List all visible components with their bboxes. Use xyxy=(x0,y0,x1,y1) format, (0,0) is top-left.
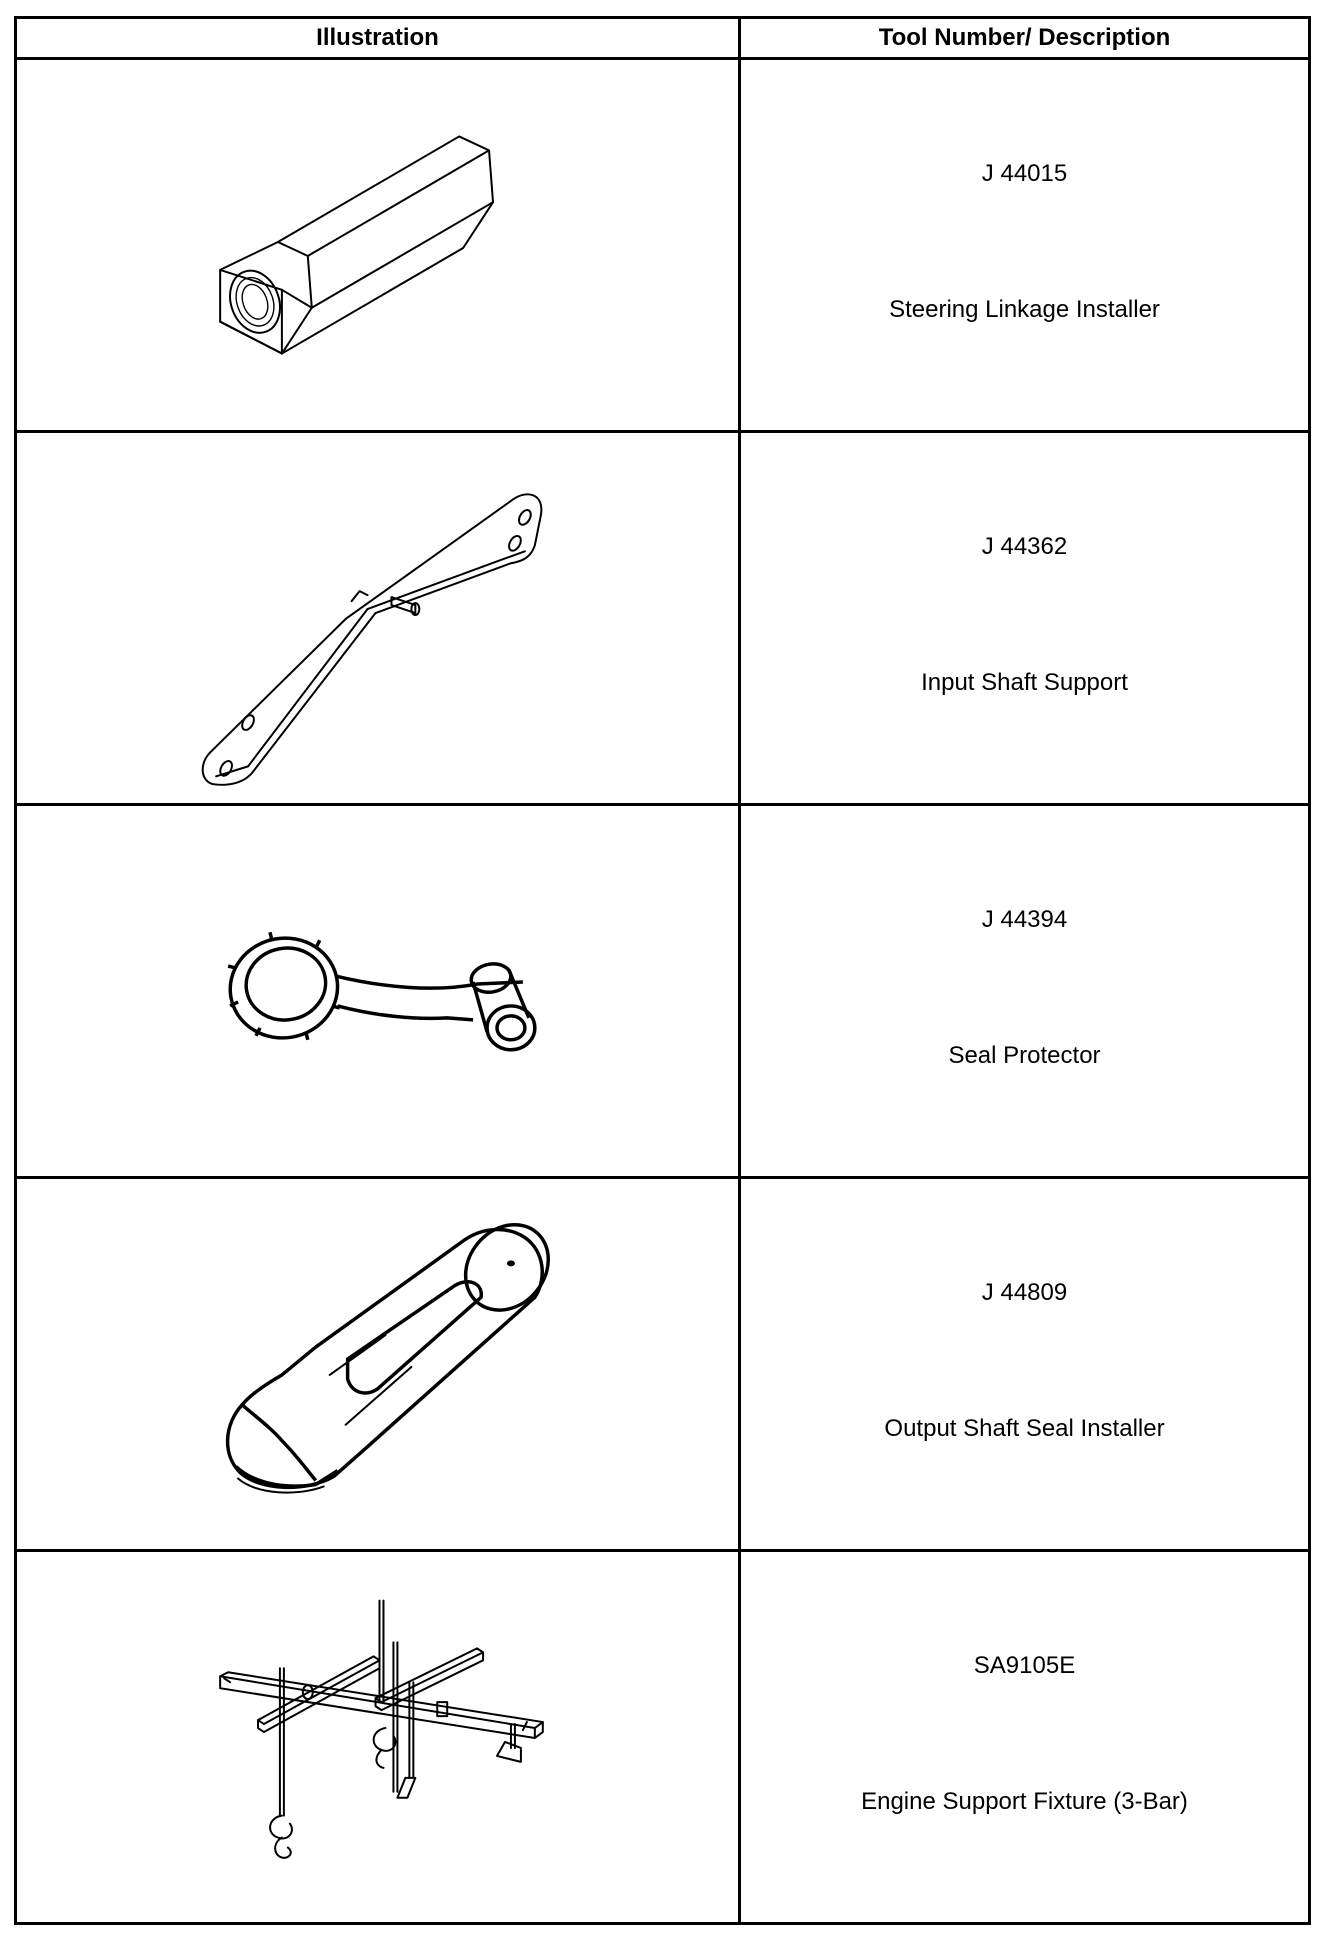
seal-protector-icon xyxy=(17,806,738,1176)
header-tool-number-description: Tool Number/ Description xyxy=(740,18,1310,59)
table-row xyxy=(16,1551,1310,1924)
illustration-cell xyxy=(16,805,740,1178)
illustration-cell xyxy=(16,59,740,432)
tool-description: Seal Protector xyxy=(948,1042,1101,1069)
description-cell xyxy=(740,1551,1310,1924)
illustration-cell xyxy=(16,432,740,805)
illustration-cell xyxy=(16,1551,740,1924)
tool-number: J 44362 xyxy=(981,533,1068,560)
table-row xyxy=(16,805,1310,1178)
seal-installer-icon xyxy=(17,1179,738,1549)
tool-number: J 44394 xyxy=(981,906,1068,933)
illustration-cell xyxy=(16,1178,740,1551)
tool-description: Output Shaft Seal Installer xyxy=(884,1415,1165,1442)
engine-support-fixture-icon xyxy=(17,1552,738,1922)
tool-table xyxy=(14,16,1311,1925)
header-row xyxy=(16,18,1310,59)
support-bar-icon xyxy=(17,433,738,803)
tool-description: Engine Support Fixture (3-Bar) xyxy=(861,1788,1188,1815)
table-row xyxy=(16,59,1310,432)
table-row xyxy=(16,432,1310,805)
tool-number: J 44809 xyxy=(981,1279,1068,1306)
tool-description: Steering Linkage Installer xyxy=(889,296,1160,323)
hex-coupler-icon xyxy=(17,60,738,430)
description-cell xyxy=(740,432,1310,805)
tool-description: Input Shaft Support xyxy=(921,669,1128,696)
description-cell xyxy=(740,59,1310,432)
table-row xyxy=(16,1178,1310,1551)
description-cell xyxy=(740,1178,1310,1551)
tool-number: J 44015 xyxy=(981,160,1068,187)
header-illustration: Illustration xyxy=(16,18,740,59)
description-cell xyxy=(740,805,1310,1178)
tool-number: SA9105E xyxy=(973,1652,1076,1679)
